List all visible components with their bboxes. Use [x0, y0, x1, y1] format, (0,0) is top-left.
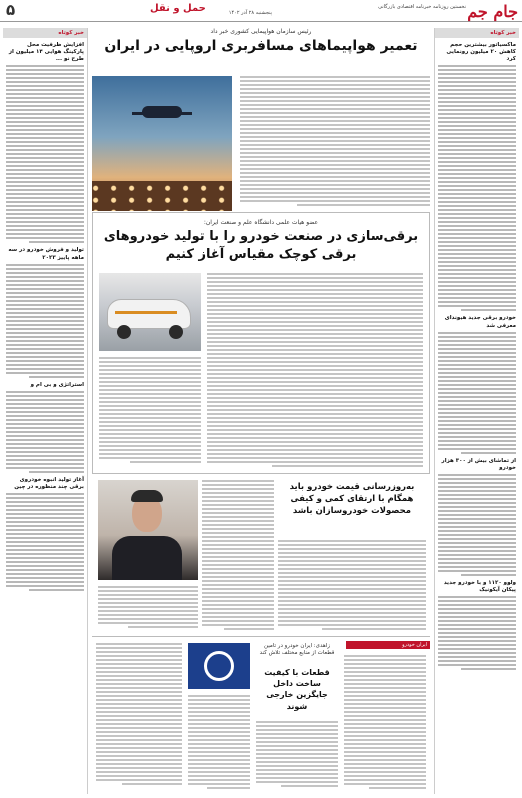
dateline: پنجشنبه ۲۸ آذر ۱۴۰۲ [228, 10, 272, 16]
fourth-headline: قطعات با کیفیت ساخت داخل جایگزین خارجی شوند [264, 668, 330, 711]
third-story [92, 476, 430, 636]
automaker-logo [188, 643, 250, 689]
second-body-left [99, 357, 201, 465]
fourth-subhead: زاهدی: ایران خودرو در تامین قطعات از منابع مختلف تلاش کند [259, 643, 335, 657]
fourth-body [344, 655, 426, 791]
brief-body [6, 391, 84, 473]
third-headline: به‌روزرسانی قیمت خودرو باید همگام با ارتقای کمی و کیفی محصولات خودروسازان باشد [289, 482, 415, 516]
tagline: نخستین روزنامه خبرنامه اقتصادی بازرگانی [378, 4, 466, 10]
official-portrait-photo [98, 480, 198, 580]
brief-body [6, 493, 84, 591]
third-body [278, 540, 426, 632]
fourth-body-far-left [96, 643, 182, 787]
brief-headline: ماکسیاتور بیشترین حجم کاهش ۲۰ میلیون رونمایی کرد [446, 42, 516, 63]
third-body-mid [202, 480, 274, 632]
section-kicker: ایران خودرو [346, 641, 430, 649]
lead-kicker: رئیس سازمان هواپیمایی کشوری خبر داد [210, 28, 312, 35]
department-label: حمل و نقل [150, 3, 206, 14]
second-kicker: عضو هیات علمی دانشگاه علم و صنعت ایران: [203, 219, 319, 226]
brief-headline: تولید و فروش خودرو در سه ماهه پاییز ۲۰۲۳ [8, 247, 84, 261]
airplane-photo [92, 76, 232, 211]
brief-body [6, 65, 84, 243]
brief-body [438, 332, 516, 454]
lead-body [240, 76, 430, 208]
fourth-story [92, 636, 430, 794]
brief-headline: آغاز تولید انبوه خودروی برقی چند منظوره در چین [14, 476, 84, 490]
masthead [0, 0, 522, 22]
brief-body [438, 474, 516, 576]
fourth-body-left [188, 695, 250, 791]
brief-body [6, 264, 84, 378]
newspaper-logo: جام جم [467, 2, 518, 21]
right-news-column [434, 28, 519, 794]
brief-body [438, 65, 516, 311]
lead-headline: تعمیر هواپیماهای مسافربری اروپایی در ایران [104, 38, 418, 54]
electric-car-photo [99, 273, 201, 351]
brief-headline: از تماشای بیش از ۳۰۰ هزار خودرو [441, 457, 516, 471]
brief-headline: خودرو برقی جدید هیوندای معرفی شد [444, 315, 516, 329]
left-news-column [3, 28, 88, 794]
column-kicker: خبر کوتاه [435, 28, 519, 38]
second-story [92, 212, 430, 474]
brief-headline: ولوو ۱۱۲۰ و با خودرو جدید پیکان آیکونیک [443, 579, 516, 594]
brief-body [438, 596, 516, 670]
brief-headline: افزایش ظرفیت محل پارکینگ هوایی ۱۴ میلیون از طرح نو ... [8, 42, 84, 63]
brief-headline: استراتژی و بی ام و [30, 381, 84, 388]
lead-story [92, 28, 430, 60]
fourth-body-mid [256, 721, 338, 789]
second-headline: برقی‌سازی در صنعت خودرو را با تولید خودروهای برقی کوچک مقیاس آغاز کنیم [103, 229, 419, 262]
second-body [207, 273, 423, 469]
page-number: ۵ [6, 1, 16, 19]
column-kicker: خبر کوتاه [3, 28, 87, 38]
third-body-left [98, 586, 198, 630]
